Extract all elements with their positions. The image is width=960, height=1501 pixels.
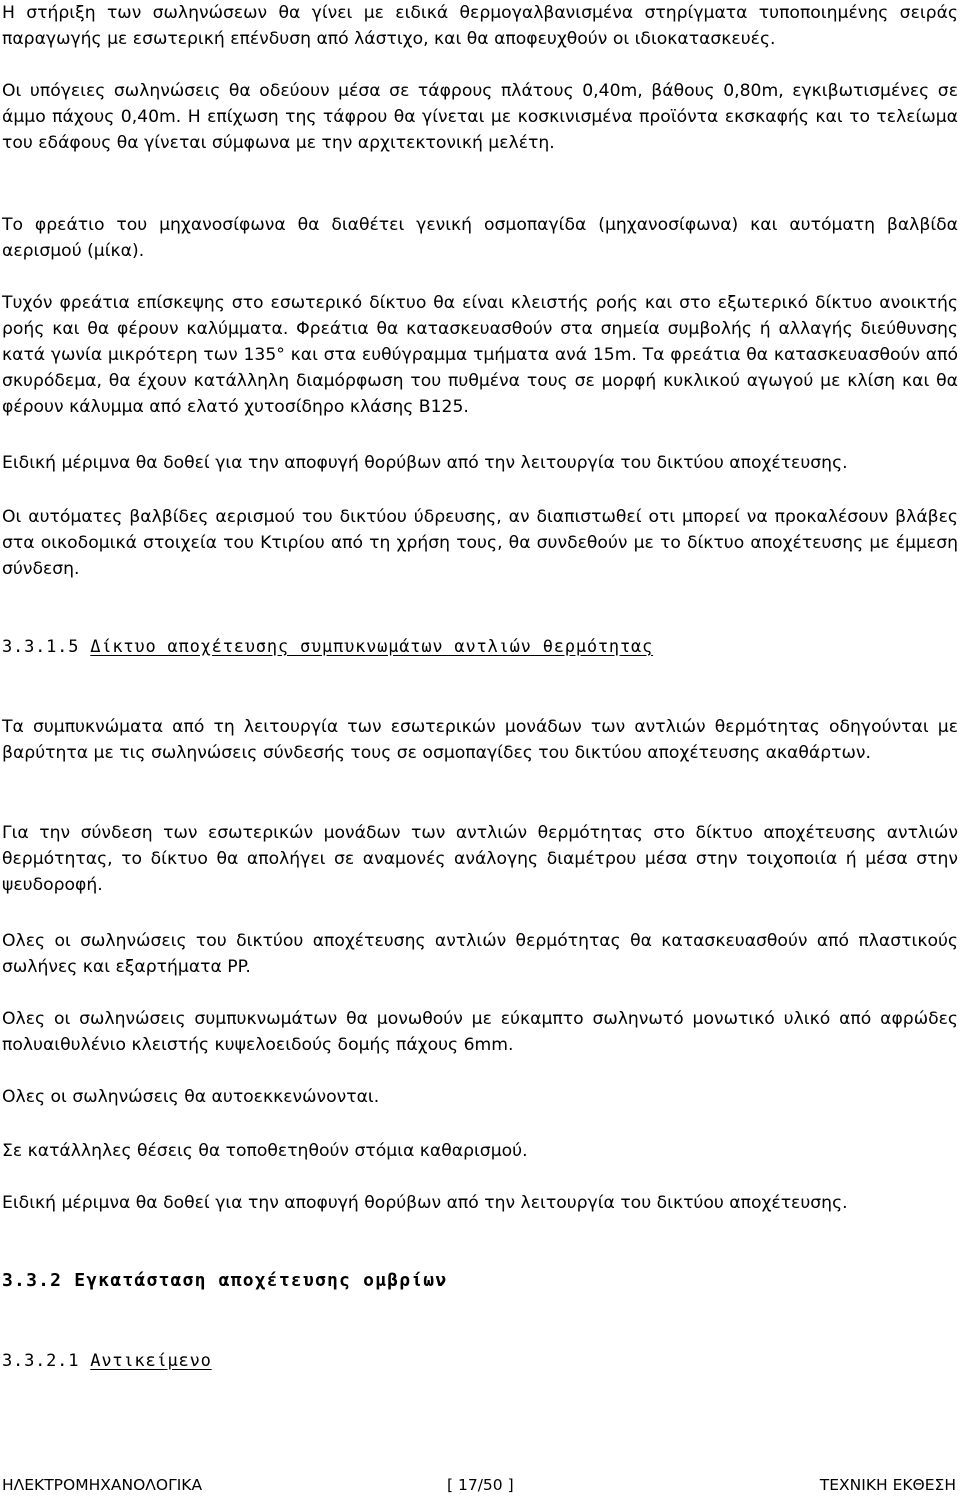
paragraph-siphon-manhole: Το φρεάτιο του μηχανοσίφωνα θα διαθέτει γενική οσμοπαγίδα (μηχανοσίφωνα) και αυτόματη βαλβίδα αερισμού (μίκα). xyxy=(2,215,958,261)
paragraph-cleanouts: Σε κατάλληλες θέσεις θα τοποθετηθούν στόμια καθαρισμού. xyxy=(2,1141,528,1161)
paragraph-noise-note: Ειδική μέριμνα θα δοθεί για την αποφυγή θορύβων από την λειτουργία του δικτύου αποχέτευσης. xyxy=(2,453,848,473)
paragraph-insulation: Ολες οι σωληνώσεις συμπυκνωμάτων θα μονωθούν με εύκαμπτο σωληνωτό μονωτικό υλικό από αφρώδες πολυαιθυλένιο κλειστής κυψελοειδούς δομής πάχους 6mm. xyxy=(2,1009,958,1055)
section-heading-subject xyxy=(2,1348,212,1374)
section-title: Δίκτυο αποχέτευσης συμπυκνωμάτων αντλιών θερμότητας xyxy=(90,637,654,657)
paragraph-self-draining: Ολες οι σωληνώσεις θα αυτοεκκενώνονται. xyxy=(2,1087,380,1107)
paragraph-noise-note-2: Ειδική μέριμνα θα δοθεί για την αποφυγή θορύβων από την λειτουργία του δικτύου αποχέτευσης. xyxy=(2,1193,848,1213)
paragraph-condensate-gravity: Τα συμπυκνώματα από τη λειτουργία των εσωτερικών μονάδων των αντλιών θερμότητας οδηγούνται με βαρύτητα με τις σωληνώσεις σύνδεσής τους σε οσμοπαγίδες του δικτύου αποχέτευσης ακαθάρτων. xyxy=(2,717,958,763)
section-heading-stormwater: 3.3.2 Εγκατάσταση αποχέτευσης ομβρίων xyxy=(2,1270,448,1291)
section-number: 3.3.1.5 xyxy=(2,637,91,657)
page-footer xyxy=(0,1473,960,1497)
subsection-number: 3.3.2.1 xyxy=(2,1351,91,1371)
footer-document-type: ΤΕΧΝΙΚΗ ΕΚΘΕΣΗ xyxy=(819,1476,956,1494)
subsection-title: Αντικείμενο xyxy=(90,1351,212,1371)
footer-discipline: ΗΛΕΚΤΡΟΜΗΧΑΝΟΛΟΓΙΚΑ xyxy=(2,1476,203,1494)
paragraph-condensate-connection: Για την σύνδεση των εσωτερικών μονάδων των αντλιών θερμότητας στο δίκτυο αποχέτευσης αντλιών θερμότητας, το δίκτυο θα απολήγει σε αναμονές ανάλογης διαμέτρου μέσα στην τοιχοποιία ή μέσα στην ψευδοροφή. xyxy=(2,823,958,895)
paragraph-pipe-supports: Η στήριξη των σωληνώσεων θα γίνει με ειδικά θερμογαλβανισμένα στηρίγματα τυποποιημένης σειράς παραγωγής με εσωτερική επένδυση από λάστιχο, και θα αποφευχθούν οι ιδιοκατασκευές. xyxy=(2,3,958,49)
section-heading-condensate-network xyxy=(2,634,653,660)
footer-page-number: [ 17/50 ] xyxy=(447,1476,514,1494)
paragraph-air-valves: Οι αυτόματες βαλβίδες αερισμού του δικτύου ύδρευσης, αν διαπιστωθεί οτι μπορεί να προκαλέσουν βλάβες στα οικοδομικά στοιχεία του Κτιρίου από τη χρήση τους, θα συνδεθούν με το δίκτυο αποχέτευσης με έμμεση σύνδεση. xyxy=(2,507,958,579)
paragraph-underground-pipes: Οι υπόγειες σωληνώσεις θα οδεύουν μέσα σε τάφρους πλάτους 0,40m, βάθους 0,80m, εγκιβωτισμένες σε άμμο πάχους 0,40m. Η επίχωση της τάφρου θα γίνεται με κοσκινισμένα προϊόντα εκσκαφής και το τελείωμα του εδάφους θα γίνεται σύμφωνα με την αρχιτεκτονική μελέτη. xyxy=(2,81,958,153)
paragraph-pp-pipes: Ολες οι σωληνώσεις του δικτύου αποχέτευσης αντλιών θερμότητας θα κατασκευασθούν από πλαστικούς σωλήνες και εξαρτήματα PP. xyxy=(2,931,958,977)
paragraph-inspection-manholes: Τυχόν φρεάτια επίσκεψης στο εσωτερικό δίκτυο θα είναι κλειστής ροής και στο εξωτερικό δίκτυο ανοικτής ροής και θα φέρουν καλύμματα. Φρεάτια θα κατασκευασθούν στα σημεία συμβολής ή αλλαγής διεύθυνσης κατά γωνία μικρότερη των 135° και στα ευθύγραμμα τμήματα ανά 15m. Τα φρεάτια θα κατασκευασθούν από σκυρόδεμα, θα έχουν κατάλληλη διαμόρφωση του πυθμένα τους σε μορφή κυκλικού αγωγού με κλίση και θα φέρουν κάλυμμα από ελατό χυτοσίδηρο κλάσης Β125. xyxy=(2,293,958,417)
